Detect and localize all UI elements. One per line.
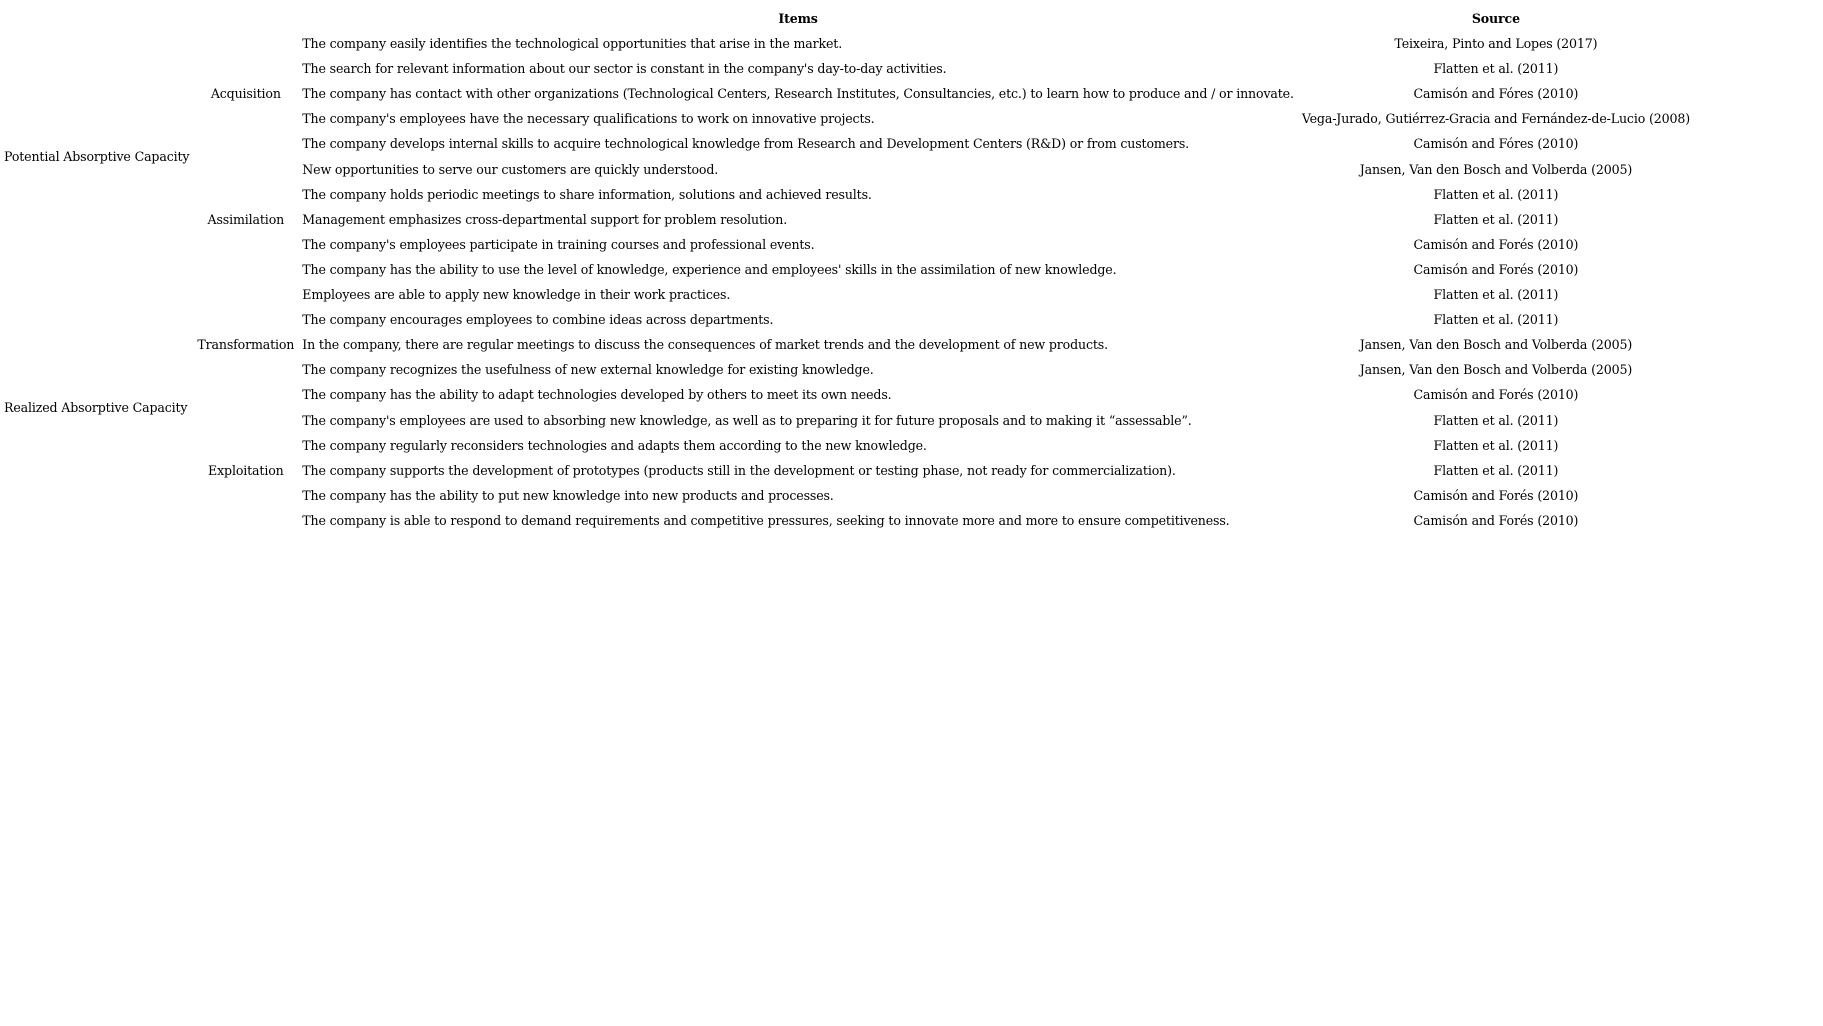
table-body — [0, 31, 1694, 533]
dimension-cell: Realized Absorptive Capacity — [4, 399, 188, 415]
source-cell: Camisón and Forés (2010) — [1413, 236, 1579, 252]
source-cell: Teixeira, Pinto and Lopes (2017) — [1394, 36, 1598, 52]
component-cell: Acquisition — [210, 86, 281, 102]
source-cell: Camisón and Fóres (2010) — [1413, 136, 1579, 152]
item-cell: The search for relevant information about our sector is constant in the company's day-to-day activities. — [302, 61, 947, 77]
source-cell: Camisón and Forés (2010) — [1413, 487, 1579, 503]
item-cell: The company supports the development of prototypes (products still in the development or testing phase, not ready for commercialization). — [302, 462, 1176, 478]
table-row — [0, 282, 1694, 307]
item-cell: Employees are able to apply new knowledge in their work practices. — [302, 287, 731, 303]
header-row — [0, 6, 1694, 31]
source-cell: Jansen, Van den Bosch and Volberda (2005) — [1359, 362, 1633, 378]
item-cell: The company recognizes the usefulness of new external knowledge for existing knowledge. — [302, 362, 874, 378]
header-source: Source — [1471, 11, 1520, 26]
table-row — [0, 157, 1694, 182]
header-component — [193, 6, 298, 31]
source-cell: Camisón and Forés (2010) — [1413, 261, 1579, 277]
source-cell: Flatten et al. (2011) — [1433, 186, 1559, 202]
item-cell: Management emphasizes cross-departmental support for problem resolution. — [302, 211, 788, 227]
component-cell: Assimilation — [207, 211, 285, 227]
source-cell: Flatten et al. (2011) — [1433, 312, 1559, 328]
table-row — [0, 408, 1694, 433]
table-header — [0, 6, 1694, 31]
item-cell: The company has the ability to put new knowledge into new products and processes. — [302, 487, 834, 503]
item-cell: The company is able to respond to demand requirements and competitive pressures, seeking to innovate more and more to ensure competitiveness. — [302, 512, 1230, 528]
item-cell: The company's employees participate in training courses and professional events. — [302, 236, 815, 252]
table-row — [0, 31, 1694, 56]
item-cell: The company develops internal skills to acquire technological knowledge from Research and Development Centers (R&D) or from customers. — [302, 136, 1190, 152]
item-cell: In the company, there are regular meetings to discuss the consequences of market trends and the development of new products. — [302, 337, 1108, 353]
item-cell: The company regularly reconsiders technologies and adapts them according to the new knowledge. — [302, 437, 927, 453]
header-dimension — [0, 6, 193, 31]
source-cell: Flatten et al. (2011) — [1433, 287, 1559, 303]
source-cell: Camisón and Fóres (2010) — [1413, 86, 1579, 102]
source-cell: Flatten et al. (2011) — [1433, 437, 1559, 453]
component-cell: Exploitation — [208, 462, 284, 478]
header-items: Items — [778, 11, 818, 26]
source-cell: Camisón and Forés (2010) — [1413, 512, 1579, 528]
source-cell: Vega-Jurado, Gutiérrez-Gracia and Fernández-de-Lucio (2008) — [1301, 111, 1690, 127]
item-cell: The company has the ability to adapt technologies developed by others to meet its own needs. — [302, 387, 892, 403]
source-cell: Jansen, Van den Bosch and Volberda (2005) — [1359, 337, 1633, 353]
item-cell: The company's employees have the necessary qualifications to work on innovative projects. — [302, 111, 875, 127]
item-cell: The company holds periodic meetings to share information, solutions and achieved results. — [302, 186, 872, 202]
source-cell: Flatten et al. (2011) — [1433, 462, 1559, 478]
item-cell: The company's employees are used to absorbing new knowledge, as well as to preparing it for future proposals and to making it “assessable”. — [302, 412, 1192, 428]
source-cell: Camisón and Forés (2010) — [1413, 387, 1579, 403]
source-cell: Flatten et al. (2011) — [1433, 211, 1559, 227]
items-table-container — [0, 6, 1694, 533]
item-cell: The company easily identifies the technological opportunities that arise in the market. — [302, 36, 843, 52]
component-cell: Transformation — [197, 337, 295, 353]
item-cell: The company has contact with other organizations (Technological Centers, Research Institutes, Consultancies, etc.) to learn how to produce and / or innovate. — [302, 86, 1294, 102]
dimension-cell: Potential Absorptive Capacity — [4, 149, 190, 165]
absorptive-capacity-items-table — [0, 6, 1694, 533]
source-cell: Jansen, Van den Bosch and Volberda (2005) — [1359, 161, 1633, 177]
item-cell: The company has the ability to use the level of knowledge, experience and employees' skills in the assimilation of new knowledge. — [302, 261, 1117, 277]
item-cell: The company encourages employees to combine ideas across departments. — [302, 312, 774, 328]
source-cell: Flatten et al. (2011) — [1433, 412, 1559, 428]
source-cell: Flatten et al. (2011) — [1433, 61, 1559, 77]
item-cell: New opportunities to serve our customers are quickly understood. — [302, 161, 719, 177]
